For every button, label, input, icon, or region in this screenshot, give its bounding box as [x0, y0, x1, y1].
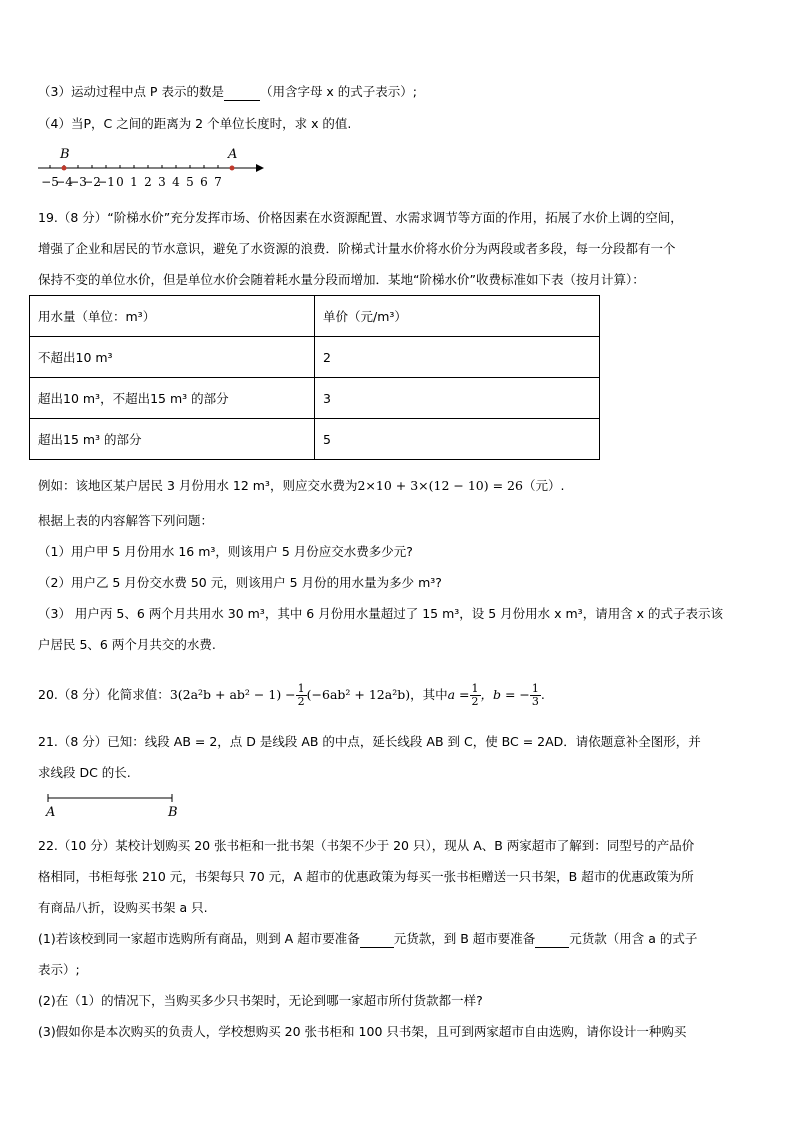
q19-intro-3: 保持不变的单位水价，但是单位水价会随着耗水量分段而增加．某地“阶梯水价”收费标准如下表（按月计算）： — [38, 272, 645, 287]
frac-den: 2 — [471, 695, 479, 708]
label-b: B — [60, 147, 70, 162]
tick-label: 7 — [214, 175, 222, 189]
q22-line-2: 格相同，书柜每张 210 元，书架每只 70 元，A 超市的优惠政策为每买一张书柜赠送一只书架，B 超市的优惠政策为所 — [38, 869, 694, 884]
b-equals: ，b = − — [480, 687, 530, 702]
tick-label: 0 — [116, 175, 124, 189]
tick-label: 3 — [158, 175, 166, 189]
q19-sub2: （2）用户乙 5 月份交水费 50 元，则该用户 5 月份的用水量为多少 m³? — [38, 575, 442, 590]
tick-label: 2 — [144, 175, 152, 189]
point-b — [62, 166, 67, 171]
table-row — [30, 419, 600, 460]
sub1-part-c: 元货款（用含 a 的式子 — [569, 931, 698, 946]
example-text: 例如：该地区某户居民 3 月份用水 12 m³，则应交水费为 — [38, 478, 358, 493]
frac-num: 1 — [531, 682, 539, 695]
frac-den: 2 — [297, 695, 305, 708]
example-math: 2×10 + 3×(12 − 10) = 26 — [357, 478, 523, 493]
q19-sub3a: （3） 用户丙 5、6 两个月共用水 30 m³，其中 6 月份用水量超过了 15 m³，设 5 月份用水 x m³，请用含 x 的式子表示该 — [38, 606, 724, 621]
q20-label: 20.（8 分）化简求值： — [38, 687, 170, 702]
b-value — [530, 683, 541, 708]
usage-cell: 超出10 m³，不超出15 m³ 的部分 — [30, 378, 315, 419]
label-a: A — [228, 147, 238, 162]
a-value — [470, 683, 481, 708]
q19-prompt: 根据上表的内容解答下列问题： — [38, 513, 214, 528]
tick-label: 4 — [172, 175, 180, 189]
price-cell: 3 — [315, 378, 600, 419]
q21-line-2: 求线段 DC 的长. — [38, 765, 131, 780]
table-header-row — [30, 296, 600, 337]
label-b: B — [168, 805, 178, 820]
table-row — [30, 337, 600, 378]
a-equals: a = — [447, 687, 470, 702]
q19-example — [38, 478, 758, 494]
q19-intro-1: 19.（8 分）“阶梯水价”充分发挥市场、价格因素在水资源配置、水需求调节等方面的作用，拓展了水价上调的空间， — [38, 210, 683, 225]
label-a: A — [46, 805, 56, 820]
water-price-table — [29, 295, 600, 460]
tick-label: −2 — [83, 175, 101, 189]
point-a — [230, 166, 235, 171]
q22-sub1-end: 表示）; — [38, 962, 80, 977]
q18-part3-end: （用含字母 x 的式子表示）; — [259, 84, 418, 99]
q18-part3-text: （3）运动过程中点 P 表示的数是 — [38, 84, 224, 99]
q20-expression: 20.（8 分）化简求值：3(2a²b + ab² − 1) − $\frac{1}{2}$ (−6ab² + 12a²b)，其中a = $\frac{1}{2}$ ，b = − $\frac{1}{3}$ . — [38, 682, 545, 708]
segment-ab-figure — [40, 790, 190, 822]
header-unit-price: 单价（元/m³） — [315, 296, 600, 337]
answer-blank — [535, 931, 569, 948]
q22-line-3: 有商品八折，设购买书架 a 只. — [38, 900, 208, 915]
q18-part3 — [38, 84, 758, 101]
tick-label: −4 — [55, 175, 73, 189]
tick-label: 1 — [130, 175, 138, 189]
usage-cell: 超出15 m³ 的部分 — [30, 419, 315, 460]
q22-line-1: 22.（10 分）某校计划购买 20 张书柜和一批书架（书架不少于 20 只），现从 A、B 两家超市了解到：同型号的产品价 — [38, 838, 695, 853]
q21-line-1: 21.（8 分）已知：线段 AB = 2，点 D 是线段 AB 的中点，延长线段 AB 到 C，使 BC = 2AD．请依题意补全图形，并 — [38, 734, 701, 749]
price-cell: 2 — [315, 337, 600, 378]
q18-part4: （4）当P，C 之间的距离为 2 个单位长度时，求 x 的值. — [38, 116, 352, 131]
frac-num: 1 — [297, 682, 305, 695]
tick-label: 5 — [186, 175, 194, 189]
q19-sub3b: 户居民 5、6 两个月共交的水费. — [38, 637, 216, 652]
q19-intro-2: 增强了企业和居民的节水意识，避免了水资源的浪费．阶梯式计量水价将水价分为两段或者多段，每一分段都有一个 — [38, 241, 676, 256]
tick-label: −1 — [97, 175, 115, 189]
example-end: （元）. — [522, 478, 565, 493]
q22-sub3: (3)假如你是本次购买的负责人，学校想购买 20 张书柜和 100 只书架，且可到两家超市自由选购，请你设计一种购买 — [38, 1024, 687, 1039]
expr-part-a: 3(2a²b + ab² − 1) − — [169, 687, 296, 702]
tick-label: 6 — [200, 175, 208, 189]
answer-blank — [224, 84, 260, 101]
sub1-part-b: 元货款，到 B 超市要准备 — [393, 931, 536, 946]
header-usage: 用水量（单位：m³） — [30, 296, 315, 337]
answer-blank — [360, 931, 394, 948]
sub1-part-a: (1)若该校到同一家超市选购所有商品，则到 A 超市要准备 — [38, 931, 360, 946]
q22-sub1 — [38, 931, 758, 948]
q19-sub1: （1）用户甲 5 月份用水 16 m³，则该用户 5 月份应交水费多少元? — [38, 544, 413, 559]
tick-label: −3 — [69, 175, 87, 189]
tick-label: −5 — [41, 175, 59, 189]
frac-den: 3 — [531, 695, 539, 708]
q22-sub2: (2)在（1）的情况下，当购买多少只书架时，无论到哪一家超市所付货款都一样? — [38, 993, 483, 1008]
expr-part-b: (−6ab² + 12a²b)，其中 — [306, 687, 448, 702]
price-cell: 5 — [315, 419, 600, 460]
frac-num: 1 — [471, 682, 479, 695]
table-row — [30, 378, 600, 419]
usage-cell: 不超出10 m³ — [30, 337, 315, 378]
number-line — [34, 142, 264, 192]
fraction-one-half — [296, 683, 307, 708]
